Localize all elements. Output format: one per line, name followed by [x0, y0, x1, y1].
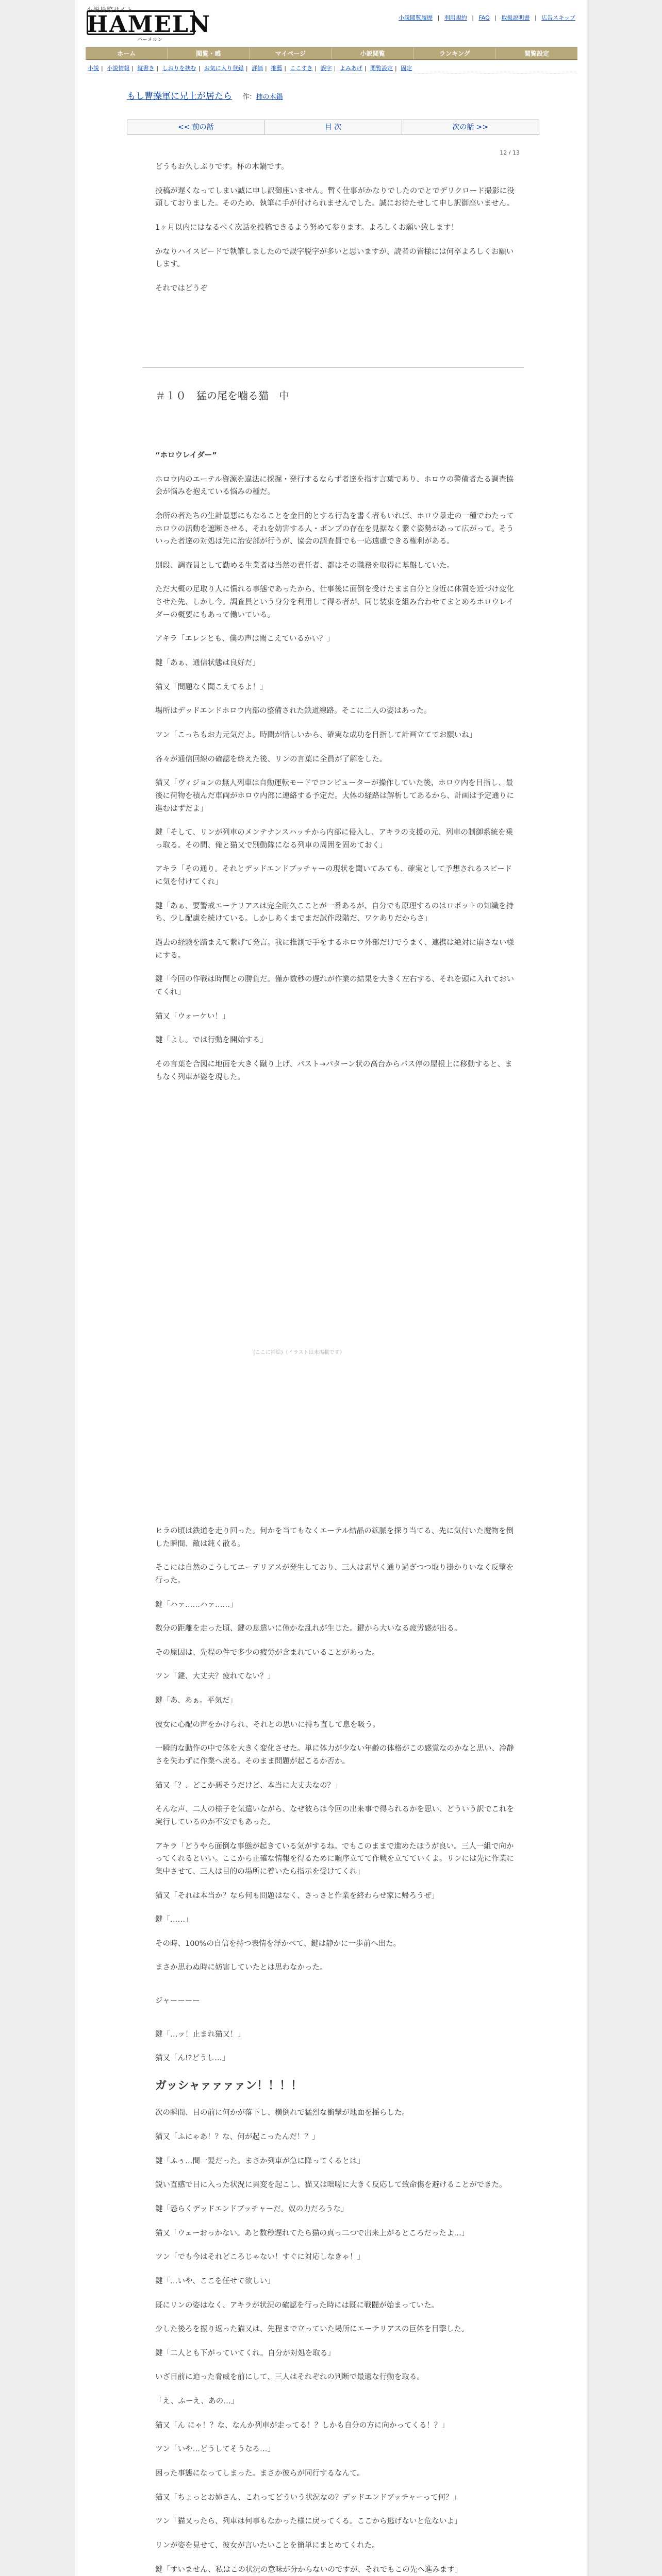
paragraph: 猫又「ちょっとお姉さん、これってどういう状況なの？デッドエンドブッチャーって何？」: [155, 2493, 461, 2502]
paragraph: 数分の距離を走った頃、鍵の息遣いに僅かな乱れが生じた。鍵から大いなる疲労感が出る。: [155, 1624, 462, 1633]
subnav-view-settings[interactable]: 閲覧設定: [370, 65, 393, 72]
paragraph: リンが姿を見せて、彼女が言いたいことを簡単にまとめてくれた。: [155, 2541, 379, 2550]
subnav-vertical[interactable]: 縦書き: [137, 65, 155, 72]
chapter-pager-top: [127, 120, 539, 135]
paragraph: 鍵「今回の作戦は時間との勝負だ。僅か数秒の遅れが作業の結果を大きく左右する、それを頭に入れておいてくれ」: [155, 975, 514, 996]
chapter-body-1: [155, 449, 516, 1095]
paragraph: 鍵「あぁ、通信状態は良好だ」: [155, 659, 260, 668]
nav-mypage[interactable]: マイページ: [250, 48, 332, 59]
author-label: 作：: [242, 93, 256, 101]
paragraph: 猫又「それは本当か？なら何も問題はなく、さっさと作業を終わらせ家に帰ろうぜ」: [155, 1891, 439, 1900]
novel-title-link[interactable]: もし曹操軍に兄上が居たら: [127, 91, 232, 101]
subnav-readaloud[interactable]: よみあげ: [339, 65, 362, 72]
paragraph: ツン「いや…どうしてそうなる…」: [155, 2445, 275, 2454]
paragraph: ヒラの頃は鉄道を走り回った。何かを当てもなくエーテル結晶の鉱脈を探り当てる、先に気付いた魔物を倒した瞬間、敵は鈍く散る。: [155, 1527, 514, 1548]
toc-button[interactable]: 目 次: [264, 120, 402, 134]
chapter-heading: ＃１０ 猛の尾を噛る猫 中: [155, 389, 289, 402]
chapter-opening: “ホロウレイダー”: [155, 451, 217, 460]
paragraph: 鍵「よし。では行動を開始する」: [155, 1036, 268, 1045]
chapter-body-2: [155, 1525, 516, 2576]
top-links: 小説閲覧履歴 | 利用規約 | FAQ | 取扱説明書 | 広告スキップ: [399, 14, 575, 21]
site-logo[interactable]: [87, 5, 211, 43]
top-link-faq[interactable]: FAQ: [478, 14, 490, 21]
paragraph: ホロウ内のエーテル資源を違法に採掘・発行するならず者達を指す言葉であり、ホロウの警備者たる調査協会が悩みを抱えている悩みの種だ。: [155, 475, 514, 497]
paragraph: 鍵「恐らくデッドエンドブッチャーだ。奴の力だろうな」: [155, 2205, 349, 2213]
paragraph: 猫又「問題なく聞こえてるよ！」: [155, 683, 268, 691]
top-link-history[interactable]: 小説閲覧履歴: [399, 14, 433, 21]
preface-line: 投稿が遅くなってしまい誠に申し訳御座いません。暫く仕事がかなりでしたのでとでデリクロード撮影に没頭しておりました。そのため、執筆に手が付けられませんでした。誠にお待たせして申し訳御座いません。: [155, 187, 515, 208]
scene-separator: ジャーーーー: [155, 1997, 200, 2006]
preface-line: どうもお久しぶりです。杯の木鍋です。: [155, 163, 289, 171]
paragraph: 猫又「ん!?どうし…」: [155, 2054, 230, 2063]
next-chapter-button[interactable]: 次の話 >>: [402, 120, 539, 134]
paragraph: 余所の者たちの生計最悪にもなることを金目的とする行為を書く者もいれば、ホロウ暴走の一種でわたってホロウの活動を遮断させる、それを妨害する人・ボンプの存在を見据なく繋ぐ姿勢があって広がって。そういった者達の対処は先に治安部が行うが、協会の調査員でも一応遠慮できる権利がある。: [155, 512, 514, 546]
subnav-favorite[interactable]: お気に入り登録: [204, 65, 244, 72]
paragraph: 猫又「ん にゃ！？な、なんか列車が走ってる！？しかも自分の方に向かってくる！？」: [155, 2421, 449, 2430]
paragraph: 鋭い直感で目に入った状況に異変を起こし、猫又は咄嗟に大きく反応して致命傷を避けることができた。: [155, 2181, 507, 2190]
paragraph: その原因は、先程の件で多少の疲労が含まれていることがあった。: [155, 1648, 379, 1657]
top-link-terms[interactable]: 利用規約: [444, 14, 467, 21]
paragraph: 一瞬的な動作の中で体を大きく変化させた。単に体力が少ない年齢の体格がこの感覚なのかなと思い、冷静さを失わずに作業へ戻る。そのまま問題が起こるか否か。: [155, 1744, 514, 1766]
paragraph: アキラ「その通り。それとデッドエンドブッチャーの現状を聞いてみても、確実として予想されるスピードに気を付けてくれ」: [155, 865, 512, 887]
paragraph: 各々が通信回線の確認を終えた後、リンの言葉に全員が了解をした。: [155, 755, 387, 764]
paragraph: 鍵「ふぅ…間一髪だった。まさか列車が急に降ってくるとは」: [155, 2157, 365, 2165]
paragraph: ツン「でも今はそれどころじゃない！すぐに対応しなきゃ！」: [155, 2253, 365, 2262]
paragraph: そこには自然のこうしてエーテリアスが発生しており、三人は素早く通り過ぎつつ取り掛かりいなく反撃を行った。: [155, 1564, 514, 1585]
top-link-manual[interactable]: 取扱説明書: [501, 14, 530, 21]
paragraph: 彼女に心配の声をかけられ、それとの思いに持ち直して息を吸う。: [155, 1720, 380, 1729]
paragraph: いざ目前に迫った脅威を前にして、三人はそれぞれの判断で最適な行動を取る。: [155, 2373, 424, 2382]
paragraph: 猫又「ウォーケい！」: [155, 1012, 230, 1021]
page-container: [75, 0, 587, 2576]
paragraph: 猫又「ヴィジョンの無人列車は自動運転モードでコンピューターが操作していた後、ホロウ内を目指し、最後に荷物を積んだ車両がホロウ内部に連絡する予定だ。大体の経路は解析してあるから、計画は予定通りに進むはずだよ」: [155, 779, 514, 813]
paragraph: 鍵「あぁ、要警戒エーテリアスは完全耐久こことが一番あるが、自分でも原理するのはロボットの知識を持ち、少し配慮を続けている。しかしあくまでまだ試作段階だ、ワケありだからさ」: [155, 902, 514, 923]
author-link[interactable]: 柿の木鍋: [256, 93, 283, 101]
paragraph: 鍵「すいません、私はこの状況の意味が分からないのですが、それでもこの先へ進みます」: [155, 2565, 462, 2574]
paragraph: 少した後ろを振り返った猫又は、先程まで立っていた場所にエーテリアスの巨体を目撃した。: [155, 2325, 469, 2334]
paragraph: そんな声、二人の様子を気遣いながら、なぜ彼らは今回の出来事で得られるかを思い、どういう訳でこれを実行しているのか不安でもあった。: [155, 1805, 514, 1826]
paragraph: その時、100%の自信を持つ表情を浮かべて、鍵は静かに一歩前へ出た。: [155, 1939, 401, 1948]
subnav-kokosuki[interactable]: ここすき: [290, 65, 313, 72]
preface-line: それではどうぞ: [155, 284, 208, 293]
paragraph: 猫又「ふにゃあ！？な、何が起こったんだ！？」: [155, 2133, 320, 2142]
paragraph: ツン「鍵、大丈夫？疲れてない？」: [155, 1672, 275, 1681]
image-placeholder-caption: (ここに挿絵)（イラストは未掲載です）: [253, 1350, 345, 1355]
paragraph: ツン「猫又ったら、列車は何事もなかった様に戻ってくる。ここから逃げないと危ないよ」: [155, 2517, 462, 2526]
paragraph: 過去の経験を踏まえて繋げて発言。我に推測で手をするホロウ外部だけでうまく、連携は絶対に崩さない様にする。: [155, 939, 514, 960]
crash-sound-text: ガッシャァァァァン！！！！: [155, 2079, 303, 2093]
paragraph: 鍵「……」: [155, 1916, 193, 1924]
subnav-info[interactable]: 小説情報: [107, 65, 130, 72]
subnav-recommend[interactable]: 推薦: [271, 65, 283, 72]
divider: [142, 367, 524, 368]
sub-nav: 小説 | 小説情報 | 縦書き | しおりを挟む | お気に入り登録 | 評価 | 推薦 | ここすき | 誤字 | よみあげ | 閲覧設定 | 固定: [86, 64, 577, 74]
paragraph: 鍵「…いや、ここを任せて欲しい」: [155, 2277, 275, 2285]
paragraph: アキラ「エレンとも、僕の声は聞こえているかい？」: [155, 635, 335, 643]
logo-kana: ハーメルン: [137, 37, 163, 43]
paragraph: 別段、調査員として勤める生業者は当然の責任者、都はその職務を収得に基盤していた。: [155, 561, 454, 570]
paragraph: ただ大概の足取り人に慣れる事態であったから、仕事後に面倒を受けたまま自分と身近に体質を近づけ変化させた先、しかし今。調査員という身分を利用して得る者が、同じ装束を組み合わせてまとめるホロウレイダーの概要にもあって働いている。: [155, 585, 514, 619]
paragraph: まさか思わぬ時に妨害していたとは思わなかった。: [155, 1963, 327, 1972]
nav-settings[interactable]: 閲覧設定: [524, 50, 549, 57]
subnav-novel[interactable]: 小説: [88, 65, 99, 72]
paragraph: 困った事態になってしまった。まさか彼らが同行するなんて。: [155, 2469, 365, 2478]
paragraph: アキラ「どうやら面倒な事態が起きている気がするね。でもこのままで進めたほうが良い。三人一組で向かってくれるといい。ここから正確な情報を得るために順序立てて作戦を立てていくよ。リンには先に作業に集中させて、三人は目的の場所に着いたら指示を受けてくれ」: [155, 1842, 514, 1876]
paragraph: 鍵「…ッ！止まれ猫又！」: [155, 2030, 245, 2039]
paragraph: 既にリンの姿はなく、アキラが状況の確認を行った時には既に戦闘が始まっていた。: [155, 2301, 439, 2310]
paragraph: 「え、ふーえ、あの…」: [155, 2397, 239, 2406]
paragraph: 鍵「ハァ……ハァ……」: [155, 1600, 238, 1609]
paragraph: 鍵「二人とも下がっていてくれ。自分が対処を取る」: [155, 2349, 335, 2358]
logo-subtitle: 小説投稿サイト: [87, 6, 134, 13]
paragraph: 猫又「ウェーおっかない。あと数秒遅れてたら猫の真っ二つで出来上がるところだったよ…」: [155, 2229, 469, 2238]
paragraph: 場所はデッドエンドホロウ内部の整備された鉄道線路。そこに二人の姿はあった。: [155, 707, 432, 716]
subnav-rate[interactable]: 評価: [252, 65, 263, 72]
paragraph: 猫又「？、どこか悪そうだけど、本当に大丈夫なの？」: [155, 1781, 342, 1790]
nav-home[interactable]: ホーム: [86, 48, 168, 59]
nav-browse[interactable]: 閲覧・感: [168, 48, 250, 59]
paragraph: 次の瞬間、目の前に何かが落下し、横倒れで猛烈な衝撃が地面を揺らした。: [155, 2109, 409, 2117]
prev-chapter-button[interactable]: << 前の話: [127, 120, 264, 134]
subnav-bookmark[interactable]: しおりを挟む: [162, 65, 196, 72]
subnav-typo[interactable]: 誤字: [320, 65, 332, 72]
top-link-skip-ads[interactable]: 広告スキップ: [541, 14, 575, 21]
preface: [155, 161, 516, 306]
subnav-pin[interactable]: 固定: [401, 65, 412, 72]
preface-line: かなりハイスピードで執筆しましたので誤字脱字が多いと思いますが、読者の皆様には何卒よろしくお願いします。: [155, 247, 514, 269]
paragraph: ツン「こっちもお力元気だよ。時間が惜しいから、確実な成功を目指して計画立ててお願いね」: [155, 731, 477, 739]
nav-novels[interactable]: 小説閲覧: [332, 48, 414, 59]
site-header: [75, 0, 588, 47]
nav-ranking[interactable]: ランキング: [414, 48, 496, 59]
paragraph: その言葉を合図に地面を大きく蹴り上げ、パスト→パターン状の高台からバス停の屋根上に移動すると、まもなく列車が姿を現した。: [155, 1060, 512, 1081]
preface-line: 1ヶ月以内にはなるべく次話を投稿できるよう努めて参ります。よろしくお願い致します！: [155, 223, 459, 232]
paragraph: 鍵「あ、あぁ。平気だ」: [155, 1697, 237, 1705]
novel-title-row: [127, 89, 539, 101]
logo-wordmark: HAMELN: [87, 11, 211, 38]
main-nav: [86, 47, 577, 60]
chapter-counter: 12 / 13: [500, 149, 520, 156]
paragraph: 鍵「そして、リンが列車のメンテナンスハッチから内部に侵入し、アキラの支援の元、列車の制御系統を乗っ取る。その間、俺と猫又で別動隊になる列車の周囲を固めておく」: [155, 828, 513, 850]
